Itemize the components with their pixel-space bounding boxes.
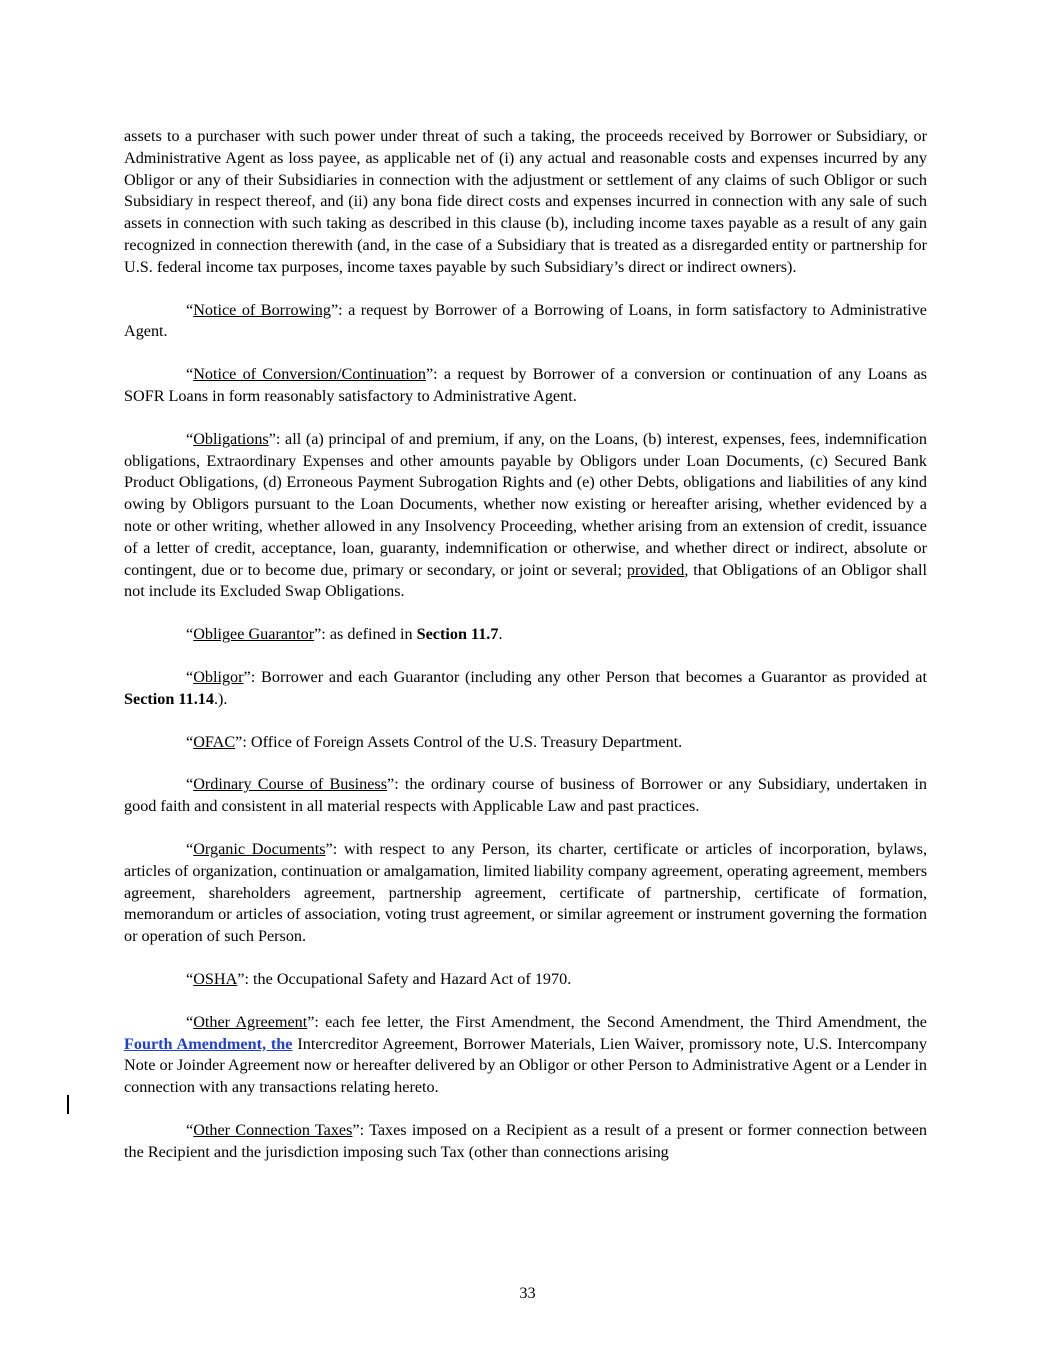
- change-bar: [67, 1095, 69, 1114]
- section-reference: Section 11.7: [416, 625, 499, 644]
- definition-other-agreement: [124, 1012, 927, 1099]
- defined-term: Other Connection Taxes: [193, 1120, 353, 1139]
- definition-osha: [124, 969, 927, 991]
- open-quote: “: [186, 1012, 194, 1031]
- open-quote: “: [186, 969, 194, 988]
- definition-notice-of-borrowing: [124, 300, 927, 344]
- definition-other-connection-taxes: [124, 1120, 927, 1164]
- definition-text: ”: with respect to any Person, its charter, certificate or articles of incorporation, bylaws, articles of organization, continuation or amalgamation, limited liability company agreement, operating agreement, members agreement, shareholders agreement, partnership agreement, certificate of partnership, certificate of formation, memorandum or articles of association, voting trust agreement, or similar agreement or instrument governing the formation or operation of such Person.: [124, 839, 927, 946]
- definition-obligee-guarantor: [124, 624, 927, 646]
- defined-term: Notice of Borrowing: [193, 300, 331, 319]
- open-quote: “: [186, 625, 194, 644]
- defined-term: OSHA: [193, 969, 238, 988]
- intro-paragraph: assets to a purchaser with such power under threat of such a taking, the proceeds received by Borrower or Subsidiary, or Administrative Agent as loss payee, as applicable net of (i) any actual and reasonable costs and expenses incurred by any Obligor or any of their Subsidiaries in connection with the adjustment or settlement of any claims of such Obligor or such Subsidiary in respect thereof, and (ii) any bona fide direct costs and expenses incurred in connection with any sale of such assets in connection with such taking as described in this clause (b), including income taxes payable as a result of any gain recognized in connection therewith (and, in the case of a Subsidiary that is treated as a disregarded entity or partnership for U.S. federal income tax purposes, income taxes payable by such Subsidiary’s direct or indirect owners).: [124, 127, 927, 276]
- defined-term: Obligations: [193, 429, 269, 448]
- open-quote: “: [186, 300, 194, 319]
- definition-notice-of-conversion: [124, 364, 927, 408]
- definition-text: ”: a request by Borrower of a Borrowing of Loans, in form satisfactory to Administrative Agent.: [124, 300, 927, 341]
- page-number: 33: [519, 1284, 536, 1302]
- definition-text: ”: as defined in: [314, 625, 417, 644]
- definition-obligations: [124, 429, 927, 603]
- section-reference: Section 11.14: [124, 689, 214, 708]
- definition-text: ”: Borrower and each Guarantor (including any other Person that becomes a Guarantor as provided at: [243, 667, 927, 686]
- defined-term: Other Agreement: [193, 1012, 308, 1031]
- proviso-word: provided: [626, 560, 685, 579]
- open-quote: “: [186, 732, 194, 751]
- open-quote: “: [186, 775, 194, 794]
- open-quote: “: [186, 365, 194, 384]
- open-quote: “: [186, 1120, 194, 1139]
- definition-organic-documents: [124, 839, 927, 948]
- definition-text-continued: .).: [213, 689, 228, 708]
- definition-text: ”: the Occupational Safety and Hazard Act of 1970.: [237, 969, 572, 988]
- inserted-revision-text: Fourth Amendment, the: [124, 1034, 293, 1053]
- definition-text-continued: .: [498, 625, 503, 644]
- definition-text: ”: Office of Foreign Assets Control of the U.S. Treasury Department.: [235, 732, 683, 751]
- open-quote: “: [186, 839, 194, 858]
- defined-term: Notice of Conversion/Continuation: [193, 365, 426, 384]
- definition-text: ”: a request by Borrower of a conversion or continuation of any Loans as SOFR Loans in form reasonably satisfactory to Administrative Agent.: [124, 365, 927, 405]
- open-quote: “: [186, 667, 194, 686]
- defined-term: Ordinary Course of Business: [193, 775, 388, 794]
- definition-text: ”: all (a) principal of and premium, if any, on the Loans, (b) interest, expenses, fees, indemnification obligations, Extraordinary Expenses and other amounts payable by Obligors under Loan Documents, (c) Secured Bank Product Obligations, (d) Erroneous Payment Subrogation Rights and (e) other Debts, obligations and liabilities of any kind owing by Obligors pursuant to the Loan Documents, whether now existing or hereafter arising, whether evidenced by a note or other writing, whether allowed in any Insolvency Proceeding, whether arising from an extension of credit, issuance of a letter of credit, acceptance, loan, guaranty, indemnification or otherwise, and whether direct or indirect, absolute or contingent, due or to become due, primary or secondary, or joint or several;: [124, 429, 927, 579]
- definition-obligor: [124, 667, 927, 711]
- definition-text: ”: each fee letter, the First Amendment, the Second Amendment, the Third Amendment, the: [307, 1012, 927, 1031]
- defined-term: Obligee Guarantor: [193, 625, 315, 644]
- definition-text: ”: the ordinary course of business of Borrower or any Subsidiary, undertaken in good faith and consistent in all material respects with Applicable Law and past practices.: [124, 775, 928, 816]
- definition-text-continued: , that Obligations of an Obligor shall not include its Excluded Swap Obligations.: [124, 560, 927, 601]
- open-quote: “: [186, 429, 194, 448]
- definition-text: ”: Taxes imposed on a Recipient as a result of a present or former connection between the Recipient and the jurisdiction imposing such Tax (other than connections arising: [124, 1120, 927, 1161]
- defined-term: Obligor: [193, 667, 244, 686]
- definition-text-continued: Intercreditor Agreement, Borrower Materials, Lien Waiver, promissory note, U.S. Intercompany Note or Joinder Agreement now or hereafter delivered by an Obligor or other Person to Administrative Agent or a Lender in connection with any transactions relating hereto.: [124, 1034, 927, 1097]
- definition-ordinary-course: [124, 774, 927, 818]
- defined-term: Organic Documents: [193, 839, 326, 858]
- document-body: [124, 126, 927, 1184]
- defined-term: OFAC: [193, 732, 236, 751]
- definition-ofac: [124, 732, 927, 754]
